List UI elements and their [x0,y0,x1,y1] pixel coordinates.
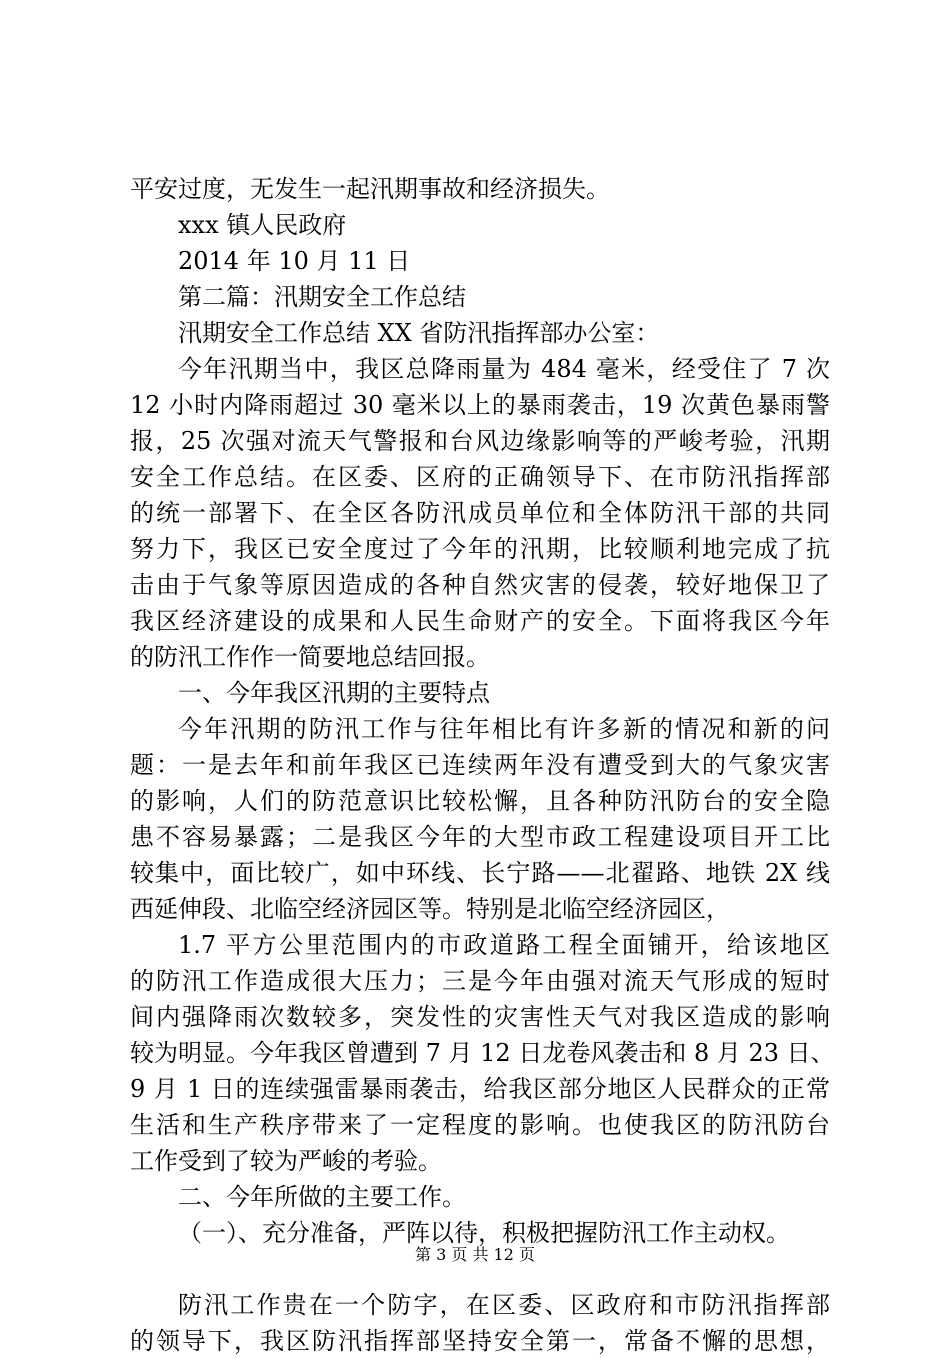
signature-org: xxx 镇人民政府 [178,211,347,239]
page-number: 第 3 页 共 12 页 [415,1245,535,1264]
section-heading: 二、今年所做的主要工作。 [178,1183,466,1211]
text-line: 努力下，我区已安全度过了今年的汛期，比较顺利地完成了抗 [130,535,830,563]
text-line: 1.7 平方公里范围内的市政道路工程全面铺开，给该地区 [178,931,830,959]
text-line: 9 月 1 日的连续强雷暴雨袭击，给我区部分地区人民群众的正常 [130,1075,830,1103]
signature-date: 2014 年 10 月 11 日 [178,247,411,275]
text-line: 击由于气象等原因造成的各种自然灾害的侵袭，较好地保卫了 [130,571,830,599]
text-line: 患不容易暴露；二是我区今年的大型市政工程建设项目开工比 [130,823,830,851]
text-line: 的统一部署下、在全区各防汛成员单位和全体防汛干部的共同 [130,499,830,527]
text-line: 报，25 次强对流天气警报和台风边缘影响等的严峻考验，汛期 [130,427,830,455]
text-line: 间内强降雨次数较多，突发性的灾害性天气对我区造成的影响 [130,1003,830,1031]
text-line: 今年汛期当中，我区总降雨量为 484 毫米，经受住了 7 次 [178,355,830,383]
text-line: 生活和生产秩序带来了一定程度的影响。也使我区的防汛防台 [130,1111,830,1139]
text-line: 的影响，人们的防范意识比较松懈，且各种防汛防台的安全隐 [130,787,830,815]
text-line: 的防汛工作造成很大压力；三是今年由强对流天气形成的短时 [130,967,830,995]
section-heading: 一、今年我区汛期的主要特点 [178,679,490,707]
text-line: 西延伸段、北临空经济园区等。特别是北临空经济园区， [130,895,730,923]
text-line: 我区经济建设的成果和人民生命财产的安全。下面将我区今年 [130,607,830,635]
section-title: 第二篇：汛期安全工作总结 [178,283,466,311]
text-line: 12 小时内降雨超过 30 毫米以上的暴雨袭击，19 次黄色暴雨警 [130,391,830,419]
text-line: 今年汛期的防汛工作与往年相比有许多新的情况和新的问 [178,715,830,743]
text-line: 的防汛工作作一简要地总结回报。 [130,643,490,671]
text-line: 工作受到了较为严峻的考验。 [130,1147,442,1175]
text-line: 较集中，面比较广，如中环线、长宁路——北翟路、地铁 2X 线 [130,859,830,887]
text-line: 平安过度，无发生一起汛期事故和经济损失。 [130,175,610,203]
text-line: 题：一是去年和前年我区已连续两年没有遭受到大的气象灾害 [130,751,830,779]
text-line: 较为明显。今年我区曾遭到 7 月 12 日龙卷风袭击和 8 月 23 日、 [130,1039,835,1067]
text-line: 防汛工作贵在一个防字，在区委、区政府和市防汛指挥部 [178,1291,830,1319]
text-line: 的领导下，我区防汛指挥部坚持安全第一，常备不懈的思想， [130,1327,830,1355]
text-line: 安全工作总结。在区委、区府的正确领导下、在市防汛指挥部 [130,463,830,491]
subsection-heading: （一）、充分准备，严阵以待，积极把握防汛工作主动权。 [178,1219,790,1247]
report-heading: 汛期安全工作总结 XX 省防汛指挥部办公室： [178,319,660,347]
